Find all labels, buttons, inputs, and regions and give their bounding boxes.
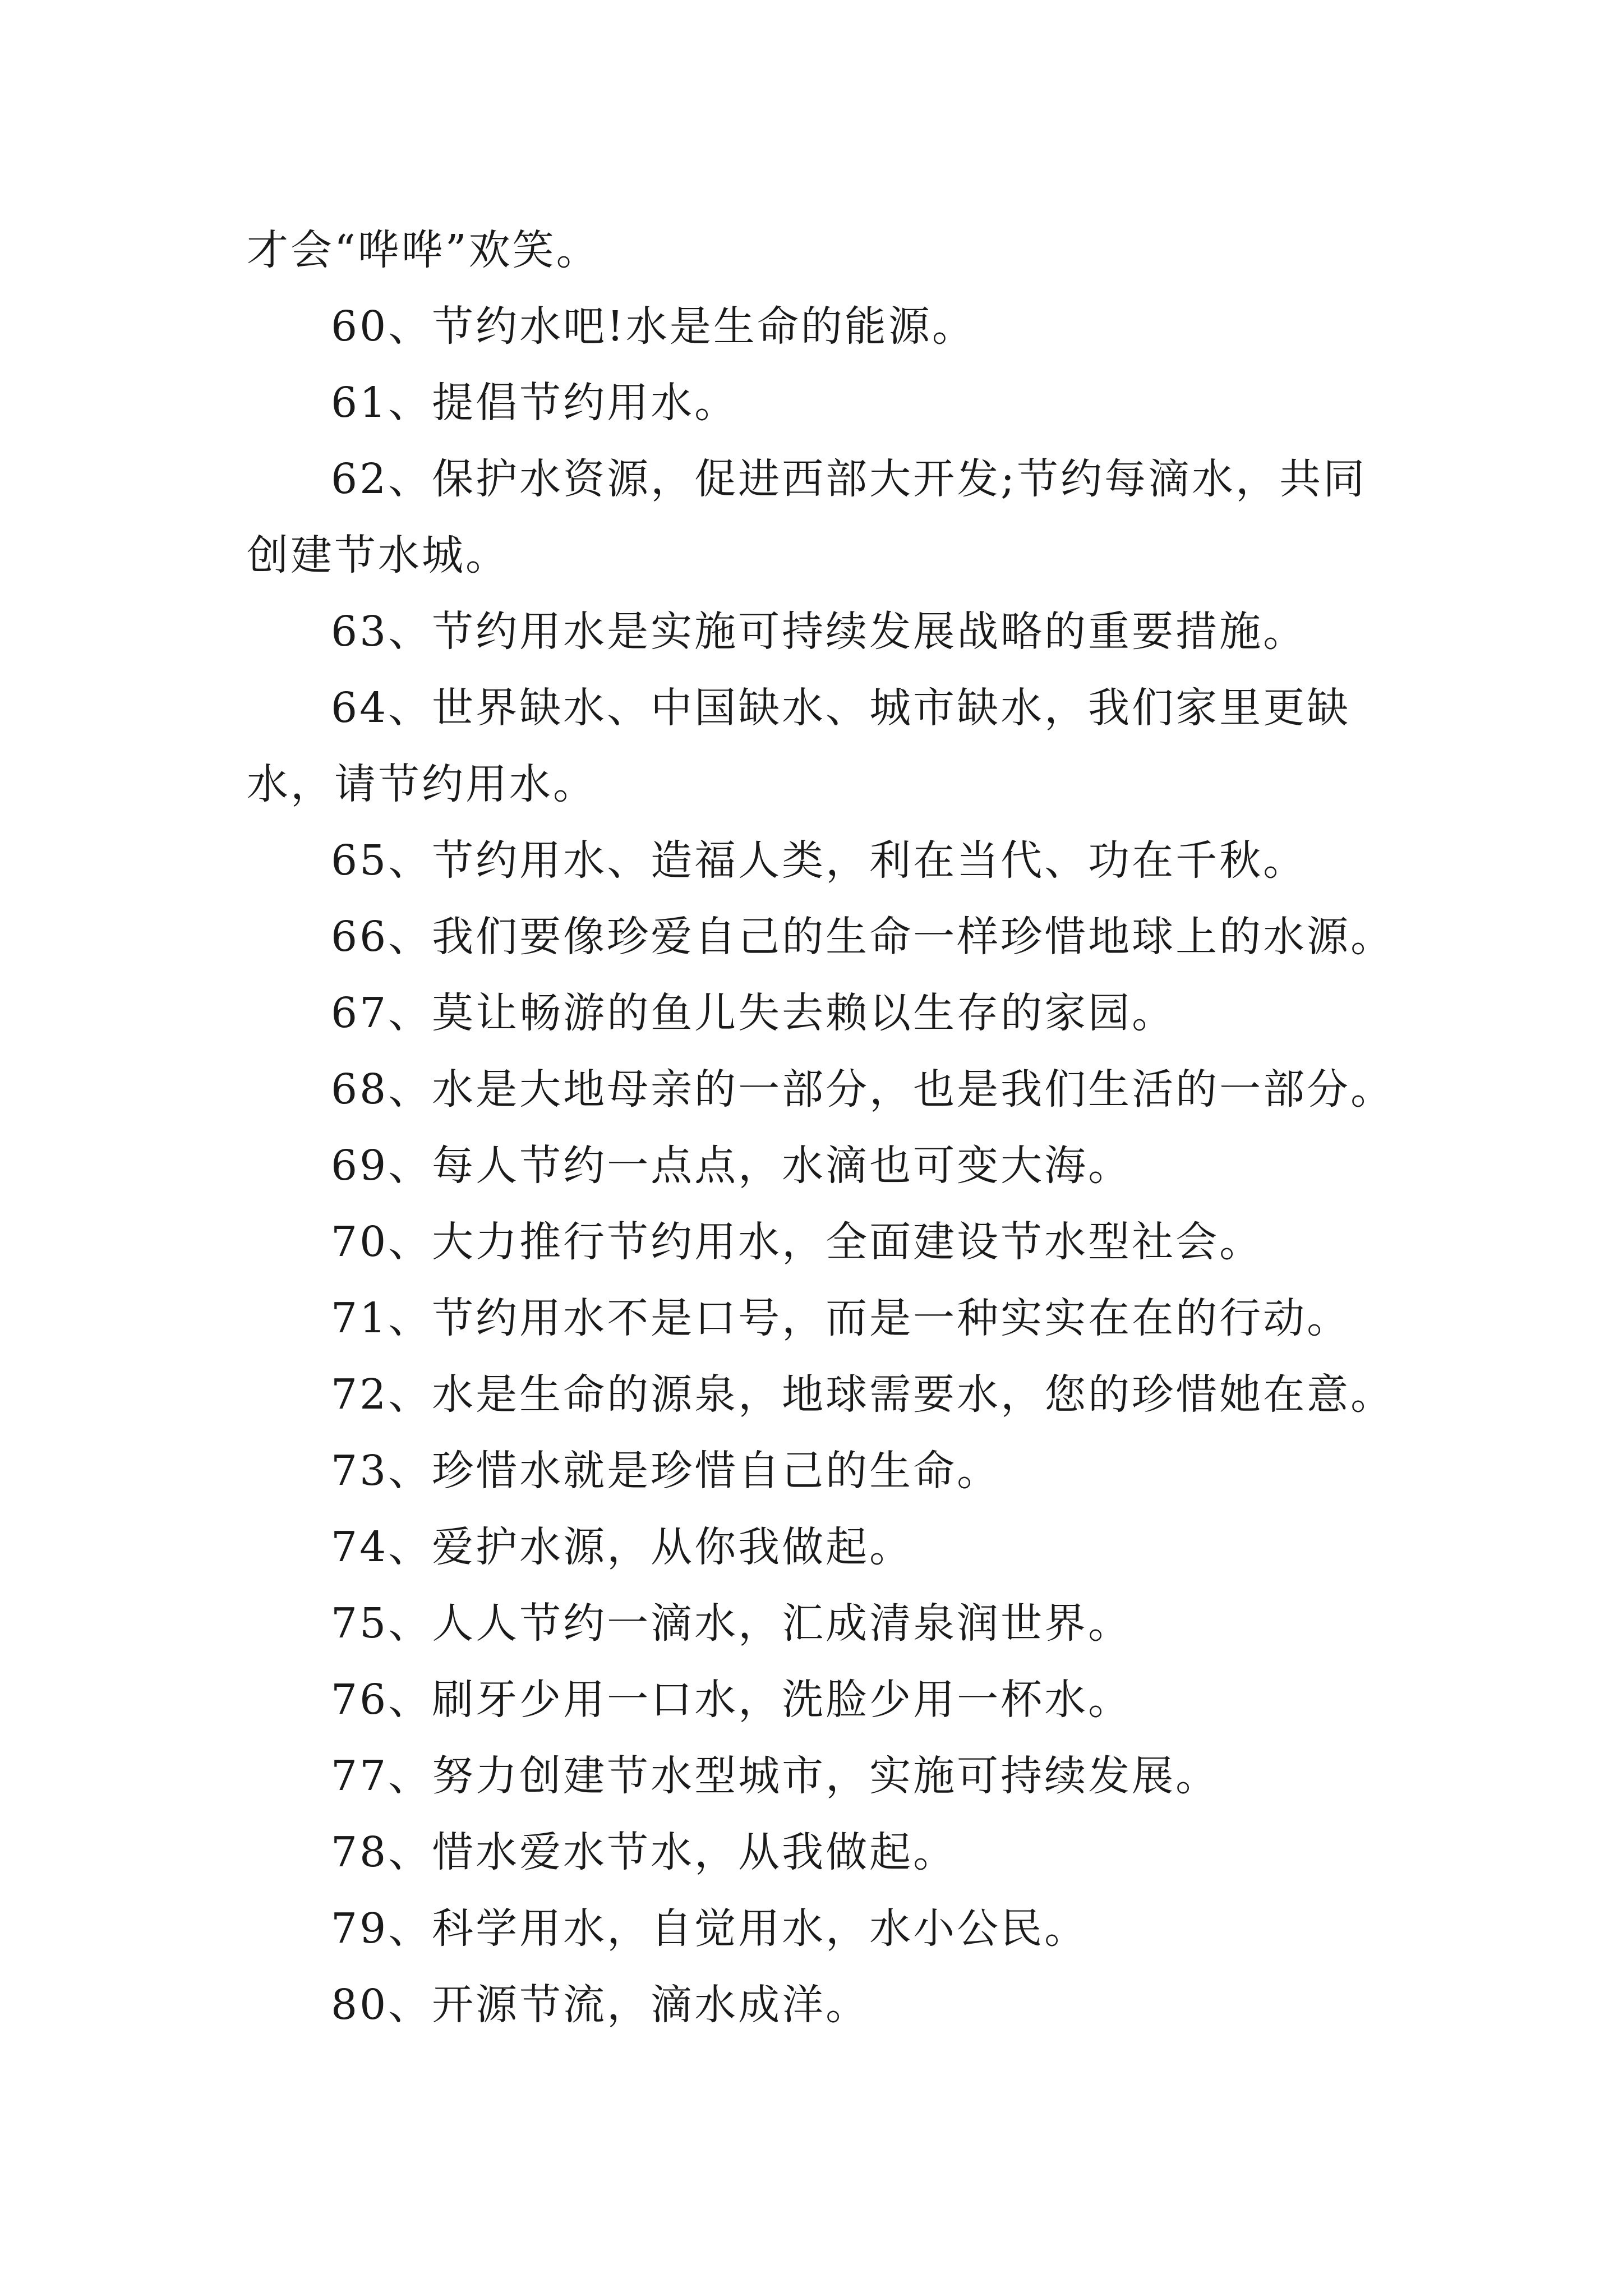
paragraph-continuation: 才会“哗哗”欢笑。 [247,226,600,274]
slogan-64: 64、世界缺水、中国缺水、城市缺水，我们家里更缺水，请节约用水。 [247,684,1351,808]
slogan-74: 74、爱护水源，从你我做起。 [331,1523,914,1571]
slogan-78: 78、惜水爱水节水，从我做起。 [331,1828,957,1876]
document-body [247,212,1395,2043]
slogan-61: 61、提倡节约用水。 [331,379,739,427]
slogan-73: 73、珍惜水就是珍惜自己的生命。 [331,1447,1001,1495]
slogan-63: 63、节约用水是实施可持续发展战略的重要措施。 [331,608,1307,656]
slogan-80: 80、开源节流，滴水成洋。 [331,1981,870,2029]
slogan-71: 71、节约用水不是口号，而是一种实实在在的行动。 [331,1294,1351,1342]
slogan-70: 70、大力推行节约用水，全面建设节水型社会。 [331,1218,1264,1266]
slogan-62: 62、保护水资源，促进西部大开发;节约每滴水，共同创建节水城。 [247,455,1367,579]
slogan-69: 69、每人节约一点点，水滴也可变大海。 [331,1142,1132,1190]
slogan-60: 60、节约水吧!水是生命的能源。 [331,302,976,351]
slogan-65: 65、节约用水、造福人类，利在当代、功在千秋。 [331,836,1307,885]
slogan-67: 67、莫让畅游的鱼儿失去赖以生存的家园。 [331,989,1176,1037]
slogan-75: 75、人人节约一滴水，汇成清泉润世界。 [331,1599,1132,1648]
slogan-72: 72、水是生命的源泉，地球需要水，您的珍惜她在意。 [331,1370,1395,1419]
slogan-66: 66、我们要像珍爱自己的生命一样珍惜地球上的水源。 [331,913,1395,961]
slogan-77: 77、努力创建节水型城市，实施可持续发展。 [331,1752,1220,1800]
slogan-79: 79、科学用水，自觉用水，水小公民。 [331,1904,1089,1953]
slogan-76: 76、刷牙少用一口水，洗脸少用一杯水。 [331,1676,1132,1724]
slogan-68: 68、水是大地母亲的一部分，也是我们生活的一部分。 [331,1065,1395,1114]
